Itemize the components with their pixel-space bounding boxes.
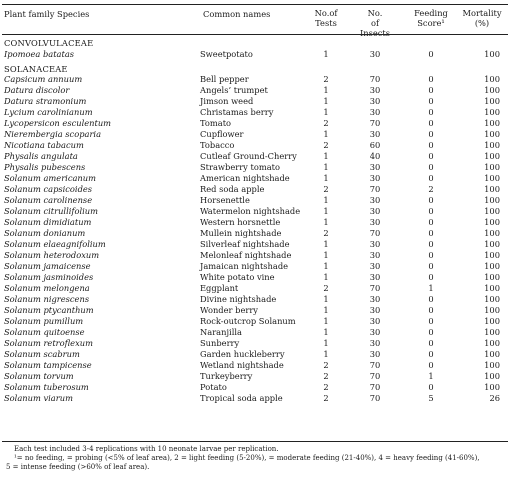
insects-cell: 30 — [369, 250, 381, 260]
mortality-cell: 100 — [484, 107, 500, 117]
table-row — [0, 151, 510, 162]
common-name-cell: Sweetpotato — [200, 49, 253, 59]
insects-cell: 30 — [369, 173, 381, 183]
table-row — [0, 371, 510, 382]
family-row — [0, 38, 510, 49]
species-cell: Solanum americanum — [4, 173, 96, 183]
feeding-score-cell: 0 — [428, 96, 434, 106]
common-name-cell: Silverleaf nightshade — [200, 239, 290, 249]
tests-cell: 2 — [323, 382, 329, 392]
species-cell: Solanum elaeagnifolium — [4, 239, 106, 249]
species-cell: Solanum torvum — [4, 371, 74, 381]
table-row — [0, 96, 510, 107]
species-cell: Capsicum annuum — [4, 74, 83, 84]
table-row — [0, 239, 510, 250]
table-row — [0, 217, 510, 228]
insects-cell: 30 — [369, 96, 381, 106]
feeding-score-cell: 0 — [428, 250, 434, 260]
mortality-cell: 100 — [484, 129, 500, 139]
insects-cell: 30 — [369, 49, 381, 59]
mortality-cell: 100 — [484, 162, 500, 172]
common-name-cell: Horsenettle — [200, 195, 250, 205]
table-row — [0, 261, 510, 272]
table-row — [0, 393, 510, 404]
tests-cell: 2 — [323, 360, 329, 370]
table-row — [0, 49, 510, 60]
common-name-cell: Sunberry — [200, 338, 240, 348]
mortality-cell: 100 — [484, 151, 500, 161]
mortality-cell: 100 — [484, 184, 500, 194]
feeding-score-cell: 0 — [428, 140, 434, 150]
header-no-of-insects: No. of Insects — [359, 8, 391, 38]
insects-cell: 30 — [369, 316, 381, 326]
common-name-cell: Bell pepper — [200, 74, 249, 84]
table-row — [0, 195, 510, 206]
species-cell: Solanum tampicense — [4, 360, 92, 370]
mortality-cell: 100 — [484, 305, 500, 315]
common-name-cell: Garden huckleberry — [200, 349, 285, 359]
table-row — [0, 162, 510, 173]
species-cell: Solanum tuberosum — [4, 382, 89, 392]
common-name-cell: Divine nightshade — [200, 294, 277, 304]
table-row — [0, 107, 510, 118]
tests-cell: 1 — [323, 162, 329, 172]
feeding-score-cell: 0 — [428, 305, 434, 315]
common-name-cell: Naranjilla — [200, 327, 242, 337]
insects-cell: 30 — [369, 305, 381, 315]
footnote-replications: Each test included 3-4 replications with 10 neonate larvae per replication. — [14, 445, 279, 453]
feeding-score-cell: 0 — [428, 74, 434, 84]
table-row — [0, 206, 510, 217]
tests-cell: 1 — [323, 305, 329, 315]
feeding-score-cell: 0 — [428, 195, 434, 205]
mortality-cell: 26 — [489, 393, 500, 403]
table-row — [0, 316, 510, 327]
species-cell: Nierembergia scoparia — [4, 129, 102, 139]
common-name-cell: Western horsnettle — [200, 217, 281, 227]
feeding-score-cell: 0 — [428, 338, 434, 348]
mortality-cell: 100 — [484, 261, 500, 271]
species-cell: Solanum heterodoxum — [4, 250, 100, 260]
family-name: CONVOLVULACEAE — [4, 38, 94, 48]
tests-cell: 1 — [323, 49, 329, 59]
table-row — [0, 360, 510, 371]
tests-cell: 1 — [323, 338, 329, 348]
species-cell: Physalis pubescens — [4, 162, 86, 172]
common-name-cell: American nightshade — [200, 173, 290, 183]
insects-cell: 70 — [369, 118, 381, 128]
feeding-score-cell: 0 — [428, 294, 434, 304]
insects-cell: 30 — [369, 261, 381, 271]
feeding-score-cell: 0 — [428, 217, 434, 227]
header-rule — [2, 34, 508, 35]
tests-cell: 2 — [323, 393, 329, 403]
feeding-score-cell: 0 — [428, 173, 434, 183]
tests-cell: 1 — [323, 173, 329, 183]
insects-cell: 70 — [369, 228, 381, 238]
species-cell: Nicotiana tabacum — [4, 140, 84, 150]
insects-cell: 30 — [369, 327, 381, 337]
mortality-cell: 100 — [484, 360, 500, 370]
feeding-score-cell: 0 — [428, 85, 434, 95]
mortality-cell: 100 — [484, 239, 500, 249]
table-row — [0, 294, 510, 305]
species-cell: Solanum ptycanthum — [4, 305, 94, 315]
table-row — [0, 118, 510, 129]
tests-cell: 1 — [323, 349, 329, 359]
feeding-score-cell: 0 — [428, 349, 434, 359]
tests-cell: 1 — [323, 294, 329, 304]
common-name-cell: Cutleaf Ground-Cherry — [200, 151, 297, 161]
table-row — [0, 327, 510, 338]
insects-cell: 30 — [369, 349, 381, 359]
table-row — [0, 349, 510, 360]
mortality-cell: 100 — [484, 316, 500, 326]
species-cell: Solanum capsicoides — [4, 184, 93, 194]
mortality-cell: 100 — [484, 283, 500, 293]
tests-cell: 1 — [323, 206, 329, 216]
insects-cell: 30 — [369, 129, 381, 139]
species-cell: Lycium carolinianum — [4, 107, 93, 117]
mortality-cell: 100 — [484, 96, 500, 106]
feeding-score-cell: 0 — [428, 118, 434, 128]
mortality-cell: 100 — [484, 195, 500, 205]
header-no-of-tests: No.of Tests — [314, 8, 338, 28]
mortality-cell: 100 — [484, 228, 500, 238]
mortality-cell: 100 — [484, 294, 500, 304]
common-name-cell: Wonder berry — [200, 305, 258, 315]
feeding-score-cell: 0 — [428, 239, 434, 249]
mortality-cell: 100 — [484, 327, 500, 337]
insects-cell: 70 — [369, 382, 381, 392]
tests-cell: 2 — [323, 228, 329, 238]
feeding-score-cell: 1 — [428, 371, 434, 381]
insects-cell: 30 — [369, 217, 381, 227]
species-cell: Datura stramonium — [4, 96, 87, 106]
tests-cell: 1 — [323, 261, 329, 271]
species-cell: Solanum retroflexum — [4, 338, 93, 348]
insects-cell: 30 — [369, 338, 381, 348]
insects-cell: 30 — [369, 107, 381, 117]
mortality-cell: 100 — [484, 338, 500, 348]
header-feeding-score: Feeding Score¹ — [414, 8, 448, 28]
feeding-score-cell: 0 — [428, 129, 434, 139]
feeding-score-cell: 0 — [428, 107, 434, 117]
tests-cell: 2 — [323, 184, 329, 194]
species-cell: Solanum viarum — [4, 393, 73, 403]
tests-cell: 1 — [323, 96, 329, 106]
insects-cell: 30 — [369, 294, 381, 304]
common-name-cell: Tobacco — [200, 140, 235, 150]
feeding-score-cell: 2 — [428, 184, 434, 194]
species-cell: Solanum quitoense — [4, 327, 85, 337]
tests-cell: 1 — [323, 250, 329, 260]
tests-cell: 1 — [323, 327, 329, 337]
top-rule — [2, 4, 508, 5]
mortality-cell: 100 — [484, 349, 500, 359]
insects-cell: 30 — [369, 272, 381, 282]
mortality-cell: 100 — [484, 140, 500, 150]
insects-cell: 70 — [369, 184, 381, 194]
feeding-score-cell: 0 — [428, 151, 434, 161]
table-row — [0, 184, 510, 195]
species-cell: Solanum donianum — [4, 228, 86, 238]
insects-cell: 60 — [369, 140, 381, 150]
species-cell: Solanum jasminoides — [4, 272, 94, 282]
mortality-cell: 100 — [484, 206, 500, 216]
table-row — [0, 129, 510, 140]
species-cell: Solanum citrullifolium — [4, 206, 98, 216]
species-cell: Solanum pumillum — [4, 316, 84, 326]
table-row — [0, 305, 510, 316]
mortality-cell: 100 — [484, 173, 500, 183]
species-cell: Solanum nigrescens — [4, 294, 90, 304]
feeding-score-cell: 0 — [428, 261, 434, 271]
common-name-cell: Cupflower — [200, 129, 244, 139]
common-name-cell: Eggplant — [200, 283, 239, 293]
footnote-feeding-scale: ¹= no feeding, = probing (<5% of leaf area), 2 = light feeding (5-20%), = moderate feeding (21-40%), 4 = heavy feeding (41-60%), — [14, 454, 480, 462]
species-cell: Solanum jamaicense — [4, 261, 91, 271]
mortality-cell: 100 — [484, 74, 500, 84]
common-name-cell: Turkeyberry — [200, 371, 253, 381]
species-cell: Datura discolor — [4, 85, 70, 95]
table-row — [0, 283, 510, 294]
insects-cell: 70 — [369, 74, 381, 84]
insects-cell: 70 — [369, 360, 381, 370]
insects-cell: 30 — [369, 162, 381, 172]
common-name-cell: White potato vine — [200, 272, 275, 282]
mortality-cell: 100 — [484, 118, 500, 128]
feeding-score-cell: 0 — [428, 228, 434, 238]
common-name-cell: Jimson weed — [200, 96, 254, 106]
common-name-cell: Wetland nightshade — [200, 360, 284, 370]
tests-cell: 1 — [323, 129, 329, 139]
mortality-cell: 100 — [484, 272, 500, 282]
tests-cell: 1 — [323, 151, 329, 161]
tests-cell: 1 — [323, 272, 329, 282]
table-row — [0, 250, 510, 261]
mortality-cell: 100 — [484, 250, 500, 260]
common-name-cell: Melonleaf nightshade — [200, 250, 292, 260]
tests-cell: 2 — [323, 74, 329, 84]
feeding-score-cell: 0 — [428, 49, 434, 59]
table-row — [0, 140, 510, 151]
tests-cell: 2 — [323, 140, 329, 150]
common-name-cell: Jamaican nightshade — [200, 261, 289, 271]
table-row — [0, 272, 510, 283]
species-cell: Solanum carolinense — [4, 195, 93, 205]
tests-cell: 1 — [323, 239, 329, 249]
feeding-score-cell: 0 — [428, 162, 434, 172]
tests-cell: 1 — [323, 107, 329, 117]
table-row — [0, 382, 510, 393]
common-name-cell: Strawberry tomato — [200, 162, 280, 172]
tests-cell: 1 — [323, 217, 329, 227]
species-cell: Solanum melongena — [4, 283, 90, 293]
insects-cell: 70 — [369, 393, 381, 403]
table-body — [0, 38, 510, 404]
species-cell: Solanum scabrum — [4, 349, 80, 359]
table-row — [0, 338, 510, 349]
tests-cell: 1 — [323, 316, 329, 326]
tests-cell: 2 — [323, 371, 329, 381]
common-name-cell: Tomato — [200, 118, 232, 128]
feeding-score-cell: 0 — [428, 360, 434, 370]
tests-cell: 2 — [323, 118, 329, 128]
common-name-cell: Watermelon nightshade — [200, 206, 301, 216]
insects-cell: 30 — [369, 206, 381, 216]
header-plant-family-species: Plant family Species — [4, 9, 90, 19]
table-row — [0, 85, 510, 96]
footnote-feeding-scale-cont: 5 = intense feeding (>60% of leaf area). — [6, 463, 150, 471]
table-row — [0, 74, 510, 85]
table-row — [0, 228, 510, 239]
header-mortality: Mortality (%) — [462, 8, 502, 28]
bottom-rule — [2, 441, 508, 442]
species-cell: Ipomoea batatas — [4, 49, 75, 59]
tests-cell: 1 — [323, 195, 329, 205]
common-name-cell: Angels’ trumpet — [200, 85, 268, 95]
mortality-cell: 100 — [484, 217, 500, 227]
common-name-cell: Rock-outcrop Solanum — [200, 316, 296, 326]
insects-cell: 30 — [369, 239, 381, 249]
feeding-score-cell: 5 — [428, 393, 434, 403]
family-row — [0, 60, 510, 74]
insects-cell: 70 — [369, 371, 381, 381]
table-row — [0, 173, 510, 184]
tests-cell: 1 — [323, 85, 329, 95]
common-name-cell: Tropical soda apple — [200, 393, 283, 403]
insects-cell: 40 — [369, 151, 381, 161]
species-cell: Solanum dimidiatum — [4, 217, 92, 227]
feeding-score-cell: 0 — [428, 316, 434, 326]
species-cell: Lycopersicon esculentum — [4, 118, 112, 128]
mortality-cell: 100 — [484, 85, 500, 95]
header-common-names: Common names — [203, 9, 271, 19]
tests-cell: 2 — [323, 283, 329, 293]
insects-cell: 30 — [369, 195, 381, 205]
mortality-cell: 100 — [484, 382, 500, 392]
feeding-score-cell: 1 — [428, 283, 434, 293]
feeding-score-cell: 0 — [428, 382, 434, 392]
common-name-cell: Mullein nightshade — [200, 228, 282, 238]
common-name-cell: Christamas berry — [200, 107, 274, 117]
mortality-cell: 100 — [484, 49, 500, 59]
family-name: SOLANACEAE — [4, 64, 68, 74]
feeding-score-cell: 0 — [428, 327, 434, 337]
feeding-score-cell: 0 — [428, 206, 434, 216]
mortality-cell: 100 — [484, 371, 500, 381]
common-name-cell: Potato — [200, 382, 227, 392]
species-cell: Physalis angulata — [4, 151, 78, 161]
insects-cell: 30 — [369, 85, 381, 95]
feeding-score-cell: 0 — [428, 272, 434, 282]
insects-cell: 70 — [369, 283, 381, 293]
common-name-cell: Red soda apple — [200, 184, 265, 194]
